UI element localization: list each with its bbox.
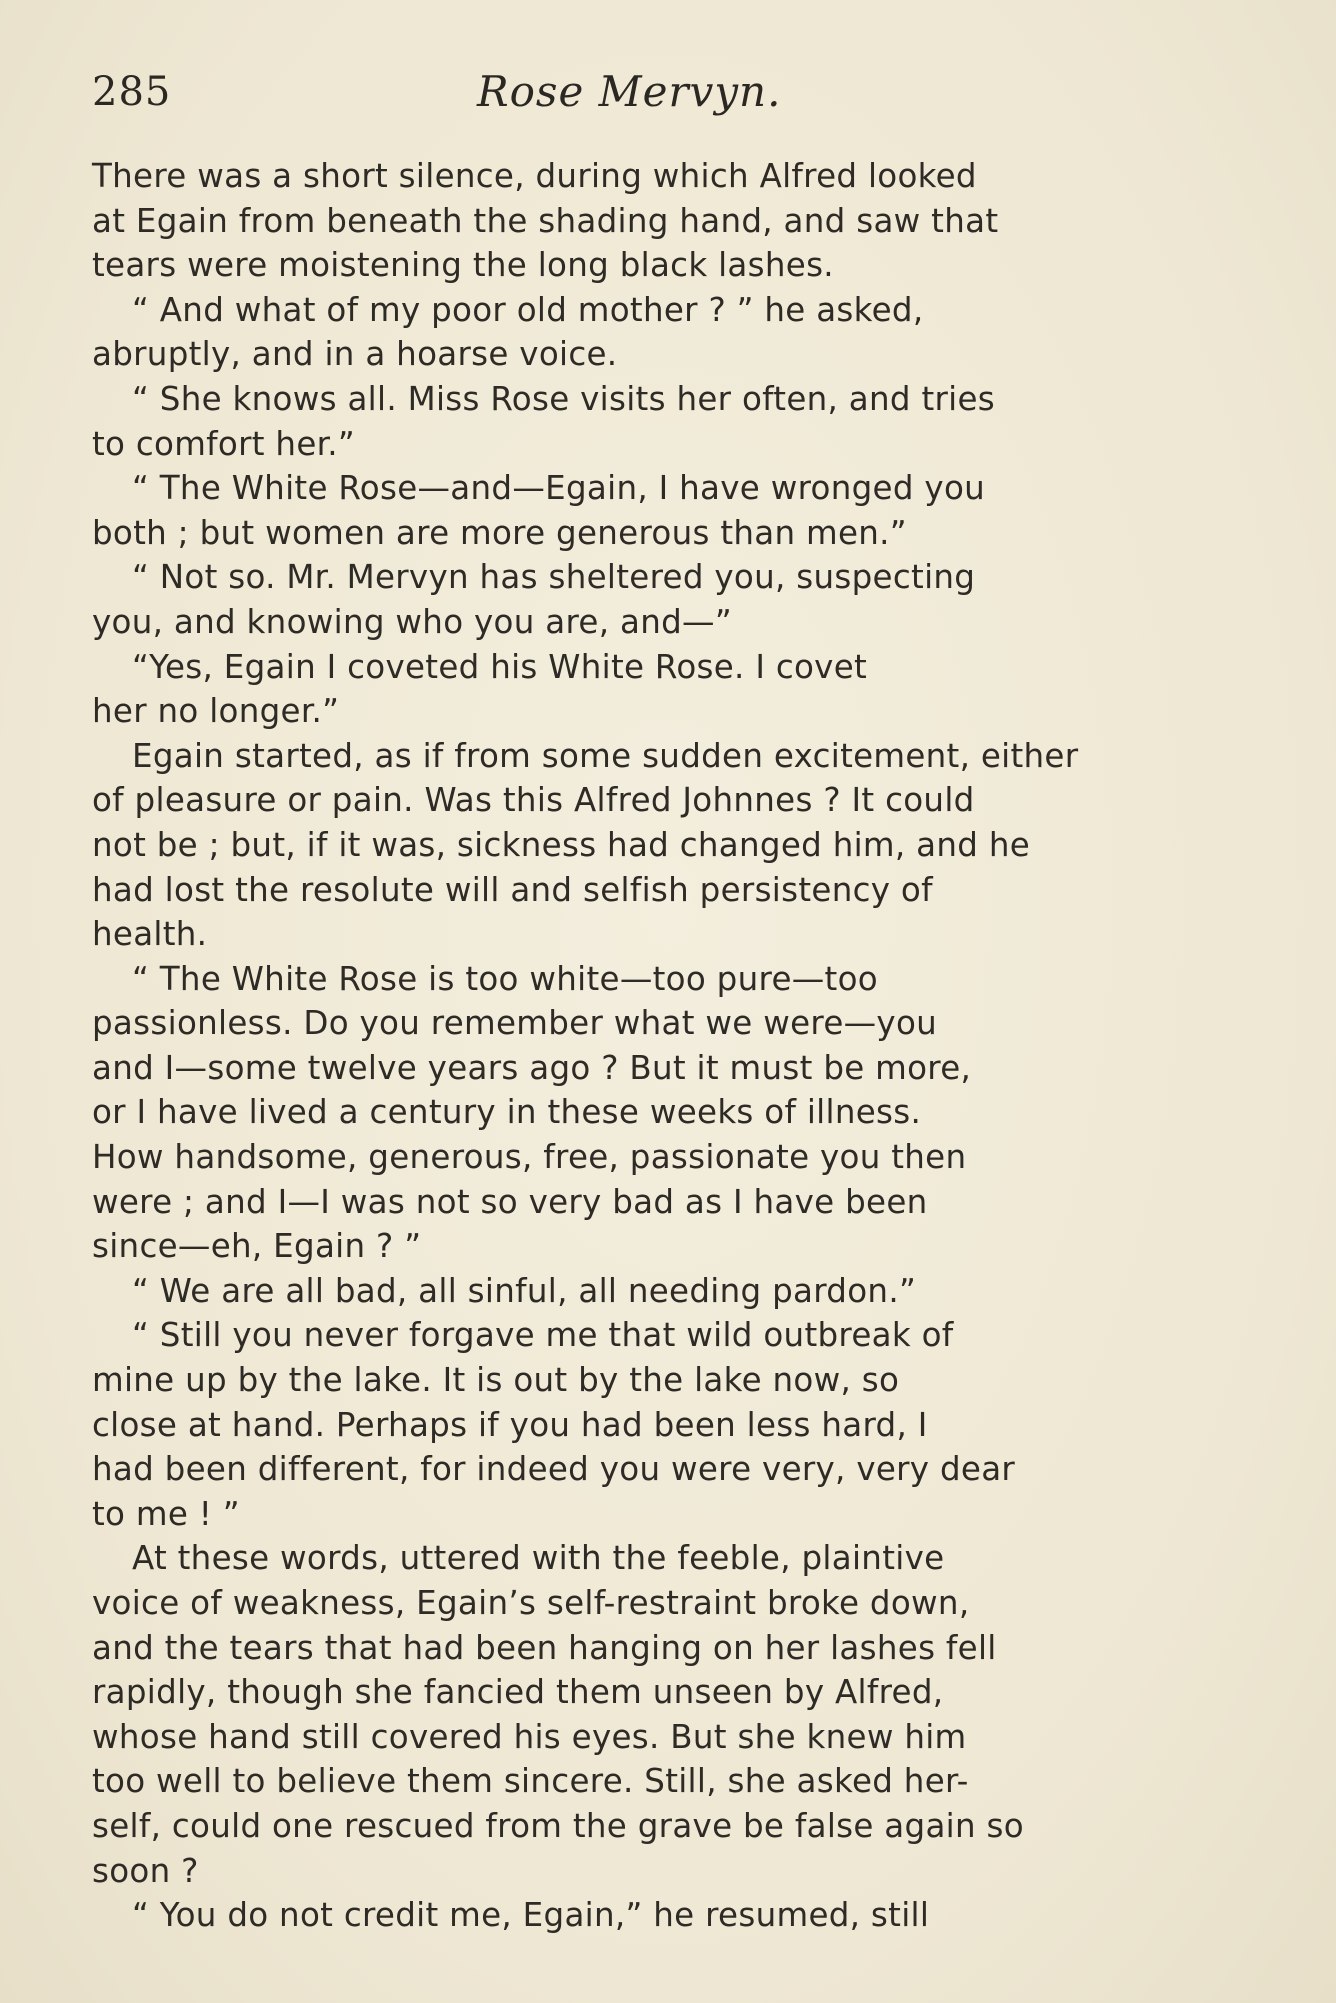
paragraph: “ And what of my poor old mother ? ” he asked, abruptly, and in a hoarse voice. bbox=[92, 290, 924, 374]
paragraph: “ The White Rose—and—Egain, I have wronged you both ; but women are more generous than men.” bbox=[92, 469, 986, 552]
paragraph: There was a short silence, during which Alfred looked at Egain from beneath the shading hand, and saw that tears were moistening the long black lashes. bbox=[92, 157, 999, 285]
running-title: Rose Mervyn. bbox=[477, 67, 782, 116]
page-header bbox=[92, 62, 1172, 122]
paragraph: Egain started, as if from some sudden excitement, either of pleasure or pain. Was this Alfred Johnnes ? It could not be ; but, if it was, sickness had changed him, and he had lost the resolute will and selfish persistency of health. bbox=[92, 736, 1079, 954]
paragraph: “ You do not credit me, Egain,” he resumed, still bbox=[132, 1896, 930, 1935]
paragraph: “ Not so. Mr. Mervyn has sheltered you, suspecting you, and knowing who you are, and—” bbox=[92, 558, 976, 641]
body-text bbox=[92, 154, 1172, 1938]
paragraph: “ Still you never forgave me that wild outbreak of mine up by the lake. It is out by the lake now, so close at hand. Perhaps if you had been less hard, I had been different, for indeed you were very, very dear to me ! ” bbox=[92, 1316, 1016, 1533]
paragraph: “Yes, Egain I coveted his White Rose. I covet her no longer.” bbox=[92, 647, 868, 731]
page-number: 285 bbox=[92, 69, 172, 115]
paragraph: “ She knows all. Miss Rose visits her often, and tries to comfort her.” bbox=[92, 379, 996, 463]
paragraph: At these words, uttered with the feeble, plaintive voice of weakness, Egain’s self-restraint broke down, and the tears that had been hanging on her lashes fell rapidly, though she fancied them unseen by Alfred, whose hand still covered his eyes. But she knew him too well to believe them sincere. Still, she asked her- self, could one rescued from the grave be false again so soon ? bbox=[92, 1539, 1024, 1890]
paragraph: “ We are all bad, all sinful, all needing pardon.” bbox=[132, 1271, 917, 1310]
paragraph: “ The White Rose is too white—too pure—too passionless. Do you remember what we were—you and I—some twelve years ago ? But it must be more, or I have lived a century in these weeks of illness. How handsome, generous, free, passionate you then were ; and I—I was not so very bad as I have been since—eh, Egain ? ” bbox=[92, 959, 972, 1266]
